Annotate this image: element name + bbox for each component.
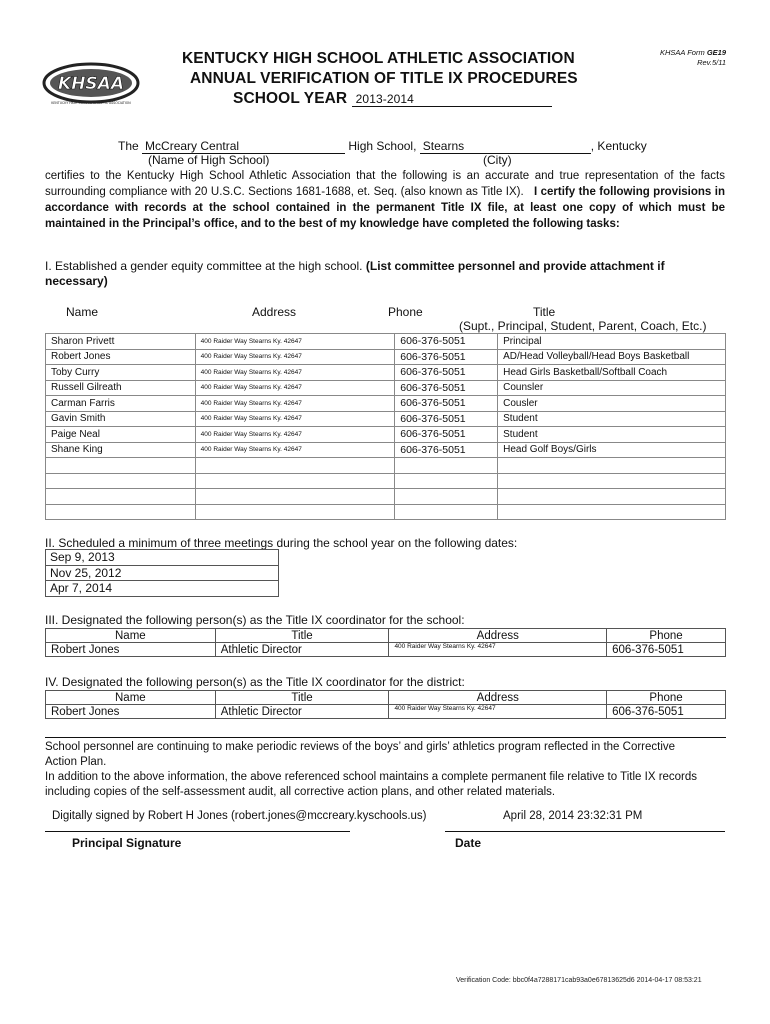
- committee-address[interactable]: [195, 504, 395, 520]
- committee-name[interactable]: Shane King: [46, 442, 196, 458]
- committee-row: [46, 380, 726, 396]
- committee-phone[interactable]: 606-376-5051: [395, 365, 498, 381]
- committee-title[interactable]: [498, 504, 726, 520]
- city-field[interactable]: Stearns: [420, 139, 591, 154]
- committee-row: [46, 442, 726, 458]
- city-caption: (City): [483, 153, 512, 167]
- committee-title[interactable]: Head Golf Boys/Girls: [498, 442, 726, 458]
- committee-row: [46, 365, 726, 381]
- committee-address[interactable]: [195, 458, 395, 474]
- committee-title[interactable]: [498, 473, 726, 489]
- col-name-header: Name: [66, 305, 99, 319]
- district-coord-address[interactable]: 400 Raider Way Stearns Ky. 42647: [389, 705, 607, 719]
- col-title-header: Title: [533, 305, 556, 319]
- committee-title[interactable]: [498, 489, 726, 505]
- verification-code: Verification Code: bbc0f4a7288171cab93a0e67813625d6 2014-04-17 08:53:21: [456, 977, 702, 984]
- school-coord-col-title: Title: [215, 629, 389, 643]
- meeting-date-2[interactable]: Nov 25, 2012: [46, 565, 279, 581]
- date-label: Date: [455, 836, 482, 850]
- committee-title[interactable]: Counsler: [498, 380, 726, 396]
- col-title-subheader: (Supt., Principal, Student, Parent, Coach, Etc.): [459, 319, 707, 333]
- section-1-heading: I. Established a gender equity committee at the high school. (List committee personnel and provide attachment if necessary): [45, 259, 665, 288]
- section-4-heading: IV. Designated the following person(s) as the Title IX coordinator for the district:: [45, 675, 465, 689]
- committee-title[interactable]: Student: [498, 411, 726, 427]
- district-coord-title[interactable]: Athletic Director: [215, 705, 389, 719]
- committee-title[interactable]: Cousler: [498, 396, 726, 412]
- school-coord-title[interactable]: Athletic Director: [215, 643, 389, 657]
- committee-address[interactable]: [195, 489, 395, 505]
- committee-title[interactable]: Head Girls Basketball/Softball Coach: [498, 365, 726, 381]
- principal-signature-label: Principal Signature: [72, 836, 182, 850]
- school-coord-address[interactable]: 400 Raider Way Stearns Ky. 42647: [389, 643, 607, 657]
- svg-text:KENTUCKY HIGH SCHOOL ATHLETIC: KENTUCKY HIGH SCHOOL ATHLETIC ASSOCIATION: [51, 101, 131, 105]
- committee-name[interactable]: Gavin Smith: [46, 411, 196, 427]
- committee-table: [45, 333, 726, 520]
- signature-line: [45, 831, 350, 832]
- school-coord-col-phone: Phone: [607, 629, 726, 643]
- committee-title[interactable]: AD/Head Volleyball/Head Boys Basketball: [498, 349, 726, 365]
- committee-address[interactable]: 400 Raider Way Stearns Ky. 42647: [195, 396, 395, 412]
- committee-row: [46, 334, 726, 350]
- committee-address[interactable]: 400 Raider Way Stearns Ky. 42647: [195, 349, 395, 365]
- meeting-date-3[interactable]: Apr 7, 2014: [46, 581, 279, 597]
- committee-address[interactable]: 400 Raider Way Stearns Ky. 42647: [195, 427, 395, 443]
- meeting-date-1[interactable]: Sep 9, 2013: [46, 550, 279, 566]
- divider: [45, 737, 726, 738]
- school-coord-col-address: Address: [389, 629, 607, 643]
- school-name-field[interactable]: McCreary Central: [142, 139, 345, 154]
- header-line-2: ANNUAL VERIFICATION OF TITLE IX PROCEDURES: [190, 70, 578, 87]
- district-coordinator-table: [45, 690, 726, 719]
- committee-address[interactable]: 400 Raider Way Stearns Ky. 42647: [195, 411, 395, 427]
- committee-row: [46, 473, 726, 489]
- district-coord-col-name: Name: [46, 691, 216, 705]
- committee-row: [46, 396, 726, 412]
- section-3-heading: III. Designated the following person(s) as the Title IX coordinator for the school:: [45, 613, 465, 627]
- header-line-1: KENTUCKY HIGH SCHOOL ATHLETIC ASSOCIATION: [182, 50, 575, 67]
- section-2-heading: II. Scheduled a minimum of three meetings during the school year on the following dates:: [45, 536, 518, 550]
- district-coord-col-title: Title: [215, 691, 389, 705]
- committee-name[interactable]: [46, 489, 196, 505]
- school-name-caption: (Name of High School): [148, 153, 270, 167]
- district-coord-col-phone: Phone: [607, 691, 726, 705]
- committee-row: [46, 349, 726, 365]
- district-coord-phone[interactable]: 606-376-5051: [607, 705, 726, 719]
- committee-name[interactable]: Toby Curry: [46, 365, 196, 381]
- committee-address[interactable]: 400 Raider Way Stearns Ky. 42647: [195, 334, 395, 350]
- committee-phone[interactable]: 606-376-5051: [395, 411, 498, 427]
- certification-paragraph: certifies to the Kentucky High School Athletic Association that the following is an accurate and true representation of the facts surrounding compliance with 20 U.S.C. Sections 1681-1688, et. Seq. (also known as Title IX). I certify the following provisions in accordance with records at the school contained in the permanent Title IX file, at least one copy of which must be maintained in the Principal’s office, and to the best of my knowledge have completed the following tasks:: [45, 170, 725, 230]
- digital-signature: Digitally signed by Robert H Jones (robert.jones@mccreary.kyschools.us): [52, 810, 427, 822]
- committee-name[interactable]: Sharon Privett: [46, 334, 196, 350]
- committee-row: [46, 504, 726, 520]
- col-phone-header: Phone: [388, 305, 423, 319]
- committee-phone[interactable]: [395, 458, 498, 474]
- signature-date: April 28, 2014 23:32:31 PM: [503, 810, 643, 822]
- committee-name[interactable]: [46, 504, 196, 520]
- committee-row: [46, 427, 726, 443]
- committee-phone[interactable]: [395, 489, 498, 505]
- district-coord-name[interactable]: Robert Jones: [46, 705, 216, 719]
- school-year-field[interactable]: 2013-2014: [352, 92, 552, 107]
- committee-title[interactable]: [498, 458, 726, 474]
- form-number: KHSAA Form GE19 Rev.5/11: [659, 48, 726, 67]
- committee-address[interactable]: 400 Raider Way Stearns Ky. 42647: [195, 442, 395, 458]
- school-coord-col-name: Name: [46, 629, 216, 643]
- committee-name[interactable]: Paige Neal: [46, 427, 196, 443]
- committee-phone[interactable]: 606-376-5051: [395, 380, 498, 396]
- committee-address[interactable]: 400 Raider Way Stearns Ky. 42647: [195, 380, 395, 396]
- review-paragraph: School personnel are continuing to make periodic reviews of the boys’ and girls’ athletics program reflected in the Corrective Action Plan.: [45, 741, 676, 768]
- committee-title[interactable]: Student: [498, 427, 726, 443]
- col-address-header: Address: [252, 305, 297, 319]
- committee-name[interactable]: [46, 458, 196, 474]
- committee-name[interactable]: Russell Gilreath: [46, 380, 196, 396]
- khsaa-logo: [42, 62, 140, 106]
- committee-name[interactable]: [46, 473, 196, 489]
- meeting-dates-table: [45, 549, 279, 597]
- committee-phone[interactable]: 606-376-5051: [395, 396, 498, 412]
- svg-text:KHSAA: KHSAA: [58, 74, 124, 94]
- district-coord-col-address: Address: [389, 691, 607, 705]
- school-coord-phone[interactable]: 606-376-5051: [607, 643, 726, 657]
- committee-address[interactable]: 400 Raider Way Stearns Ky. 42647: [195, 365, 395, 381]
- committee-phone[interactable]: [395, 473, 498, 489]
- file-paragraph: In addition to the above information, the above referenced school maintains a complete permanent file relative to Title IX records including copies of the self-assessment audit, all corrective action plans, and other related materials.: [45, 771, 698, 798]
- committee-address[interactable]: [195, 473, 395, 489]
- committee-phone[interactable]: [395, 504, 498, 520]
- intro-line: The McCreary Central High School, Stearns , Kentucky: [118, 139, 647, 153]
- committee-row: [46, 411, 726, 427]
- committee-phone[interactable]: 606-376-5051: [395, 442, 498, 458]
- committee-row: [46, 458, 726, 474]
- committee-row: [46, 489, 726, 505]
- committee-phone[interactable]: 606-376-5051: [395, 334, 498, 350]
- school-coord-name[interactable]: Robert Jones: [46, 643, 216, 657]
- school-year-label: SCHOOL YEAR: [233, 90, 348, 107]
- school-coordinator-table: [45, 628, 726, 657]
- committee-name[interactable]: Robert Jones: [46, 349, 196, 365]
- committee-title[interactable]: Principal: [498, 334, 726, 350]
- committee-name[interactable]: Carman Farris: [46, 396, 196, 412]
- header-line-3: [233, 90, 552, 108]
- committee-phone[interactable]: 606-376-5051: [395, 349, 498, 365]
- committee-phone[interactable]: 606-376-5051: [395, 427, 498, 443]
- date-line: [445, 831, 725, 832]
